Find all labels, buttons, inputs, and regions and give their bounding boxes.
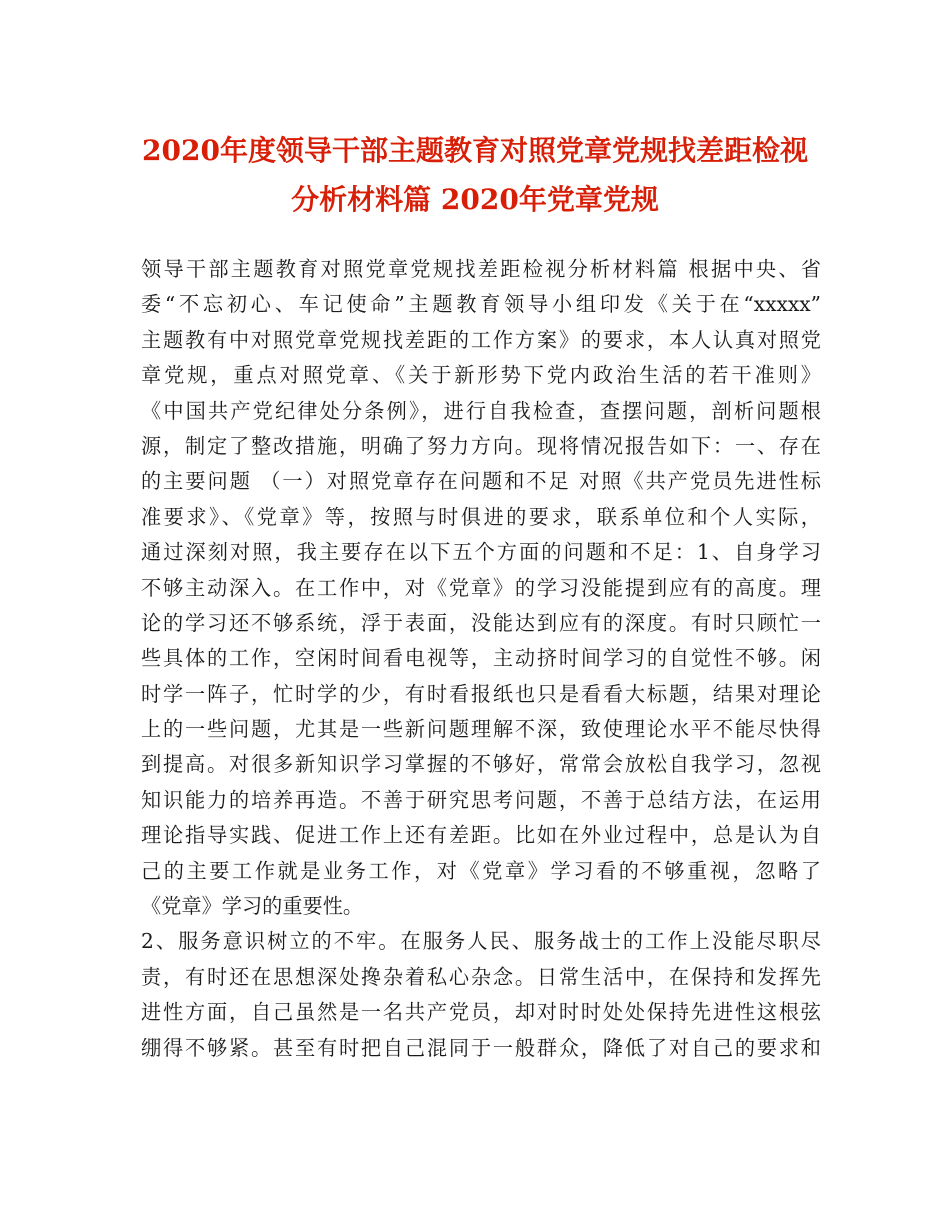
text-line: 上的一些问题，尤其是一些新问题理解不深，致使理论水平不能尽快得 (141, 717, 821, 742)
text-line: 章党规，重点对照党章、《关于新形势下党内政治生活的若干准则》 (141, 363, 821, 388)
text-line: 进性方面，自己虽然是一名共产党员，却对时时处处保持先进性这根弦 (141, 1000, 821, 1025)
text-line: 责，有时还在思想深处搀杂着私心杂念。日常生活中，在保持和发挥先 (141, 964, 821, 989)
text-line: 些具体的工作，空闲时间看电视等，主动挤时间学习的自觉性不够。闲 (141, 646, 821, 671)
text-line: 到提高。对很多新知识学习掌握的不够好，常常会放松自我学习，忽视 (141, 752, 821, 777)
title-line-2: 分析材料篇 2020年党章党规 (291, 183, 659, 216)
document-body (141, 252, 821, 1066)
text-line: 的主要问题 （一）对照党章存在问题和不足 对照《共产党员先进性标 (141, 469, 821, 494)
paragraph-1 (141, 252, 821, 924)
text-line: 委“不忘初心、车记使命”主题教育领导小组印发《关于在“xxxxx” (141, 292, 821, 317)
text-line: 理论指导实践、促进工作上还有差距。比如在外业过程中，总是认为自 (141, 823, 821, 848)
text-line: 时学一阵子，忙时学的少，有时看报纸也只是看看大标题，结果对理论 (141, 681, 821, 706)
text-line: 不够主动深入。在工作中，对《党章》的学习没能提到应有的高度。理 (141, 575, 821, 600)
text-line: 通过深刻对照，我主要存在以下五个方面的问题和不足：1、自身学习 (141, 540, 821, 565)
text-line: 《党章》学习的重要性。 (141, 894, 364, 919)
text-line: 主题教有中对照党章党规找差距的工作方案》的要求，本人认真对照党 (141, 327, 821, 352)
text-line: 己的主要工作就是业务工作，对《党章》学习看的不够重视，忽略了 (141, 858, 821, 883)
document-title (130, 126, 820, 224)
text-line: 论的学习还不够系统，浮于表面，没能达到应有的深度。有时只顾忙一 (141, 610, 821, 635)
text-line: 绷得不够紧。甚至有时把自己混同于一般群众，降低了对自己的要求和 (141, 1035, 821, 1060)
text-line: 知识能力的培养再造。不善于研究思考问题，不善于总结方法，在运用 (141, 787, 821, 812)
title-line-1: 2020年度领导干部主题教育对照党章党规找差距检视 (142, 134, 808, 167)
text-line: 领导干部主题教育对照党章党规找差距检视分析材料篇 根据中央、省 (141, 257, 821, 281)
text-line: 2、服务意识树立的不牢。在服务人民、服务战士的工作上没能尽职尽 (141, 929, 821, 954)
paragraph-2 (141, 924, 821, 1066)
text-line: 准要求》、《党章》等，按照与时俱进的要求，联系单位和个人实际， (141, 504, 821, 529)
text-line: 源，制定了整改措施，明确了努力方向。现将情况报告如下：一、存在 (141, 433, 821, 458)
text-line: 《中国共产党纪律处分条例》，进行自我检查，查摆问题，剖析问题根 (141, 398, 821, 423)
